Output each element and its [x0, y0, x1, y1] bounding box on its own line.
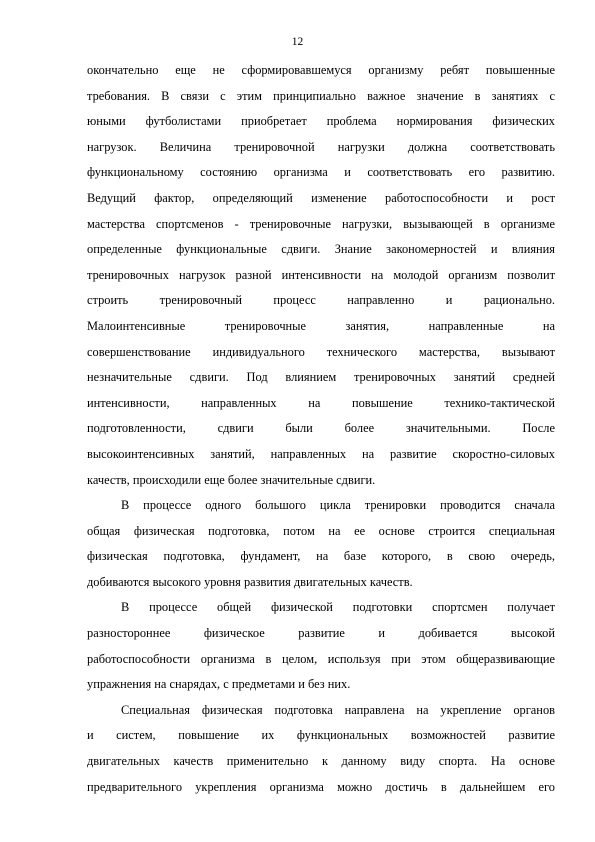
- text-line: функциональному состоянию организма и соответствовать его развитию.: [87, 165, 555, 180]
- page-number: 12: [291, 36, 304, 48]
- text-line: предварительного укрепления организма можно достичь в дальнейшем его: [87, 779, 555, 794]
- text-line: юными футболистами приобретает проблема нормирования физических: [87, 114, 555, 129]
- text-line: двигательных качеств применительно к данному виду спорта. На основе: [87, 754, 555, 769]
- text-line: высокоинтенсивных занятий, направленных на развитие скоростно-силовых: [87, 446, 555, 461]
- text-line: требования. В связи с этим принципиально важное значение в занятиях с: [87, 88, 555, 103]
- text-line: разностороннее физическое развитие и добивается высокой: [87, 626, 555, 641]
- text-line: В процессе общей физической подготовки спортсмен получает: [121, 600, 555, 615]
- text-line: упражнения на снарядах, с предметами и без них.: [87, 677, 351, 692]
- text-line: окончательно еще не сформировавшемуся организму ребят повышенные: [87, 63, 555, 77]
- text-line: мастерства спортсменов - тренировочные нагрузки, вызывающей в организме: [87, 216, 555, 231]
- text-line: общая физическая подготовка, потом на ее основе строится специальная: [87, 523, 555, 538]
- text-line: совершенствование индивидуального технического мастерства, вызывают: [87, 344, 555, 359]
- text-line: Малоинтенсивные тренировочные занятия, направленные на: [87, 318, 555, 333]
- text-line: незначительные сдвиги. Под влиянием тренировочных занятий средней: [87, 370, 555, 385]
- text-line: В процессе одного большого цикла тренировки проводится сначала: [121, 498, 555, 513]
- text-line: и систем, повышение их функциональных возможностей развитие: [87, 728, 555, 743]
- text-line: работоспособности организма в целом, используя при этом общеразвивающие: [87, 651, 555, 666]
- body-text: [87, 58, 555, 800]
- text-line: нагрузок. Величина тренировочной нагрузки должна соответствовать: [87, 139, 555, 154]
- text-line: Ведущий фактор, определяющий изменение работоспособности и рост: [87, 190, 555, 205]
- text-line: интенсивности, направленных на повышение технико-тактической: [87, 395, 555, 410]
- text-line: качеств, происходили еще более значительные сдвиги.: [87, 472, 376, 487]
- text-line: физическая подготовка, фундамент, на базе которого, в свою очередь,: [87, 549, 555, 564]
- text-line: подготовленности, сдвиги были более значительными. После: [87, 421, 555, 436]
- text-line: Специальная физическая подготовка направлена на укрепление органов: [121, 702, 555, 717]
- text-line: строить тренировочный процесс направленно и рационально.: [87, 293, 555, 308]
- text-line: определенные функциональные сдвиги. Знание закономерностей и влияния: [87, 242, 555, 257]
- text-line: добиваются высокого уровня развития двигательных качеств.: [87, 574, 413, 589]
- text-line: тренировочных нагрузок разной интенсивности на молодой организм позволит: [87, 267, 555, 282]
